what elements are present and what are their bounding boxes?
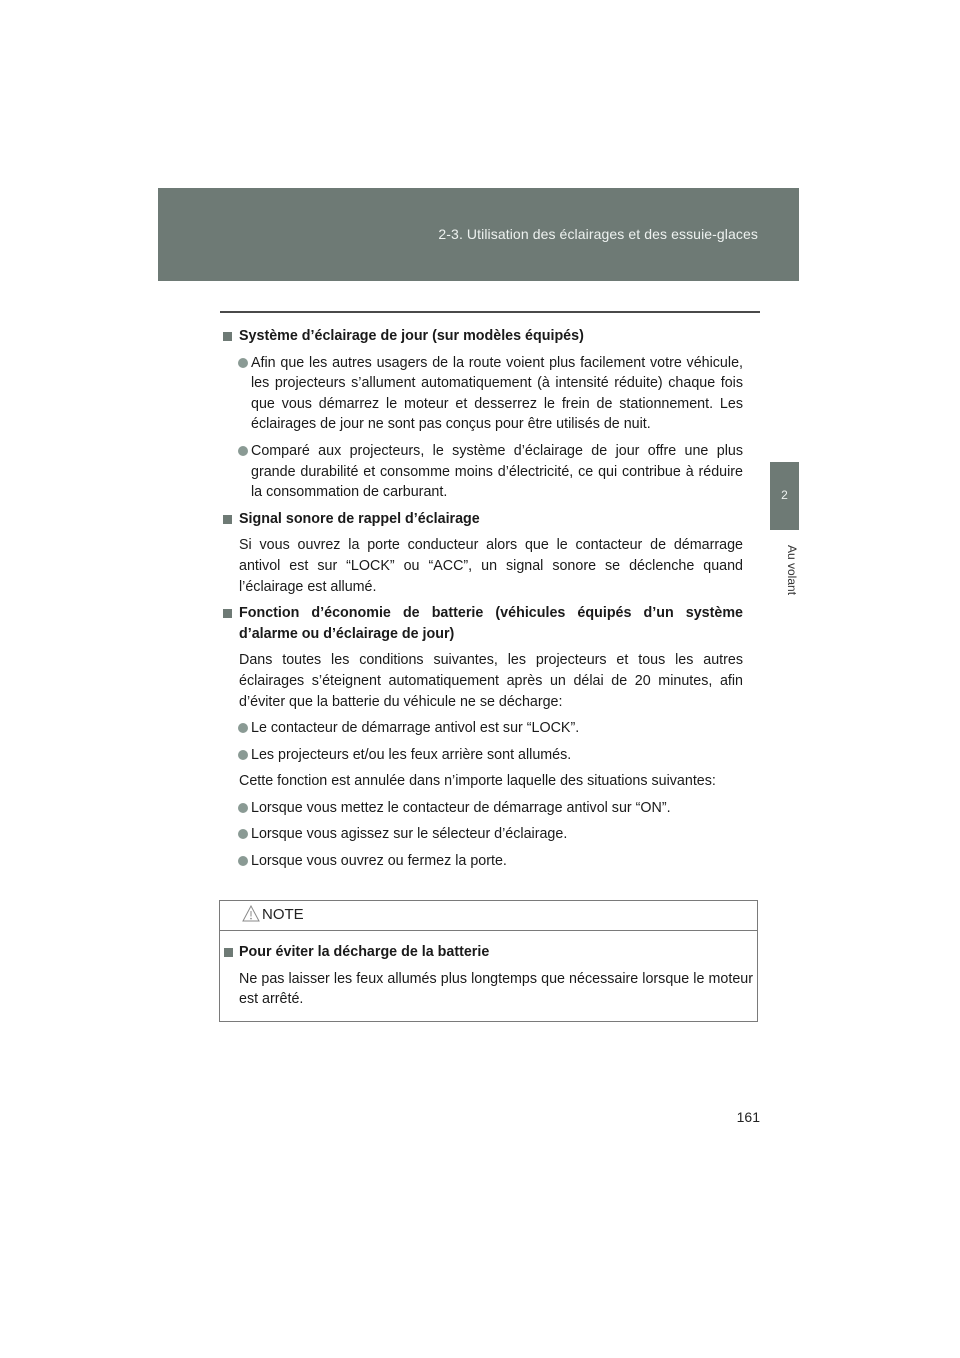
section-title: 2-3. Utilisation des éclairages et des essuie-glaces — [438, 226, 758, 242]
list-item: Les projecteurs et/ou les feux arrière sont allumés. — [220, 745, 743, 766]
note-text: Ne pas laisser les feux allumés plus longtemps que nécessaire lorsque le moteur est arrêté. — [239, 970, 753, 1008]
chapter-number: 2 — [781, 488, 788, 502]
note-label: NOTE — [262, 906, 304, 923]
paragraph: Cette fonction est annulée dans n’importe laquelle des situations suivantes: — [239, 773, 716, 790]
circle-bullet-icon — [238, 856, 248, 866]
note-header — [220, 901, 757, 931]
paragraph: Si vous ouvrez la porte conducteur alors que le contacteur de démarrage antivol est sur “LOCK” ou “ACC”, un signal sonore se déclenche quand l’éclairage est allumé. — [239, 537, 743, 595]
circle-bullet-icon — [238, 750, 248, 760]
circle-bullet-icon — [238, 723, 248, 733]
list-item: Comparé aux projecteurs, le système d’éclairage de jour offre une plus grande durabilité et consomme moins d’électricité, ce qui contribue à réduire la consommation de carburant. — [220, 441, 743, 503]
list-item: Afin que les autres usagers de la route voient plus facilement votre véhicule, les projecteurs s’allument automatiquement (à intensité réduite) chaque fois que vous démarrez le moteur et desserrez le frein de stationnement. Les éclairages de jour ne sont pas conçus pour être utilisés de nuit. — [220, 353, 743, 435]
warning-triangle-icon — [242, 905, 260, 922]
note-box — [219, 900, 758, 1022]
page-content — [220, 326, 743, 872]
note-heading: Pour éviter la décharge de la batterie — [220, 942, 756, 963]
chapter-label: Au volant — [785, 545, 799, 596]
list-item: Le contacteur de démarrage antivol est sur “LOCK”. — [220, 718, 743, 739]
circle-bullet-icon — [238, 803, 248, 813]
list-item: Lorsque vous ouvrez ou fermez la porte. — [220, 851, 743, 872]
circle-bullet-icon — [238, 446, 248, 456]
section-heading: Fonction d’économie de batterie (véhicules équipés d’un système d’alarme ou d’éclairage de jour) — [220, 603, 743, 644]
list-item: Lorsque vous mettez le contacteur de démarrage antivol sur “ON”. — [220, 798, 743, 819]
square-bullet-icon — [223, 332, 232, 341]
paragraph: Dans toutes les conditions suivantes, les projecteurs et tous les autres éclairages s’éteignent automatiquement après un délai de 20 minutes, afin d’éviter que la batterie du véhicule ne se décharge: — [239, 652, 743, 710]
section-heading: Système d’éclairage de jour (sur modèles équipés) — [220, 326, 743, 347]
square-bullet-icon — [224, 948, 233, 957]
top-divider — [220, 311, 760, 313]
circle-bullet-icon — [238, 829, 248, 839]
square-bullet-icon — [223, 515, 232, 524]
page-number: 161 — [736, 1109, 760, 1125]
note-body — [220, 942, 756, 1010]
square-bullet-icon — [223, 609, 232, 618]
chapter-tab — [770, 462, 799, 530]
section-heading: Signal sonore de rappel d’éclairage — [220, 509, 743, 530]
list-item: Lorsque vous agissez sur le sélecteur d’éclairage. — [220, 824, 743, 845]
circle-bullet-icon — [238, 358, 248, 368]
header-band — [158, 188, 799, 281]
